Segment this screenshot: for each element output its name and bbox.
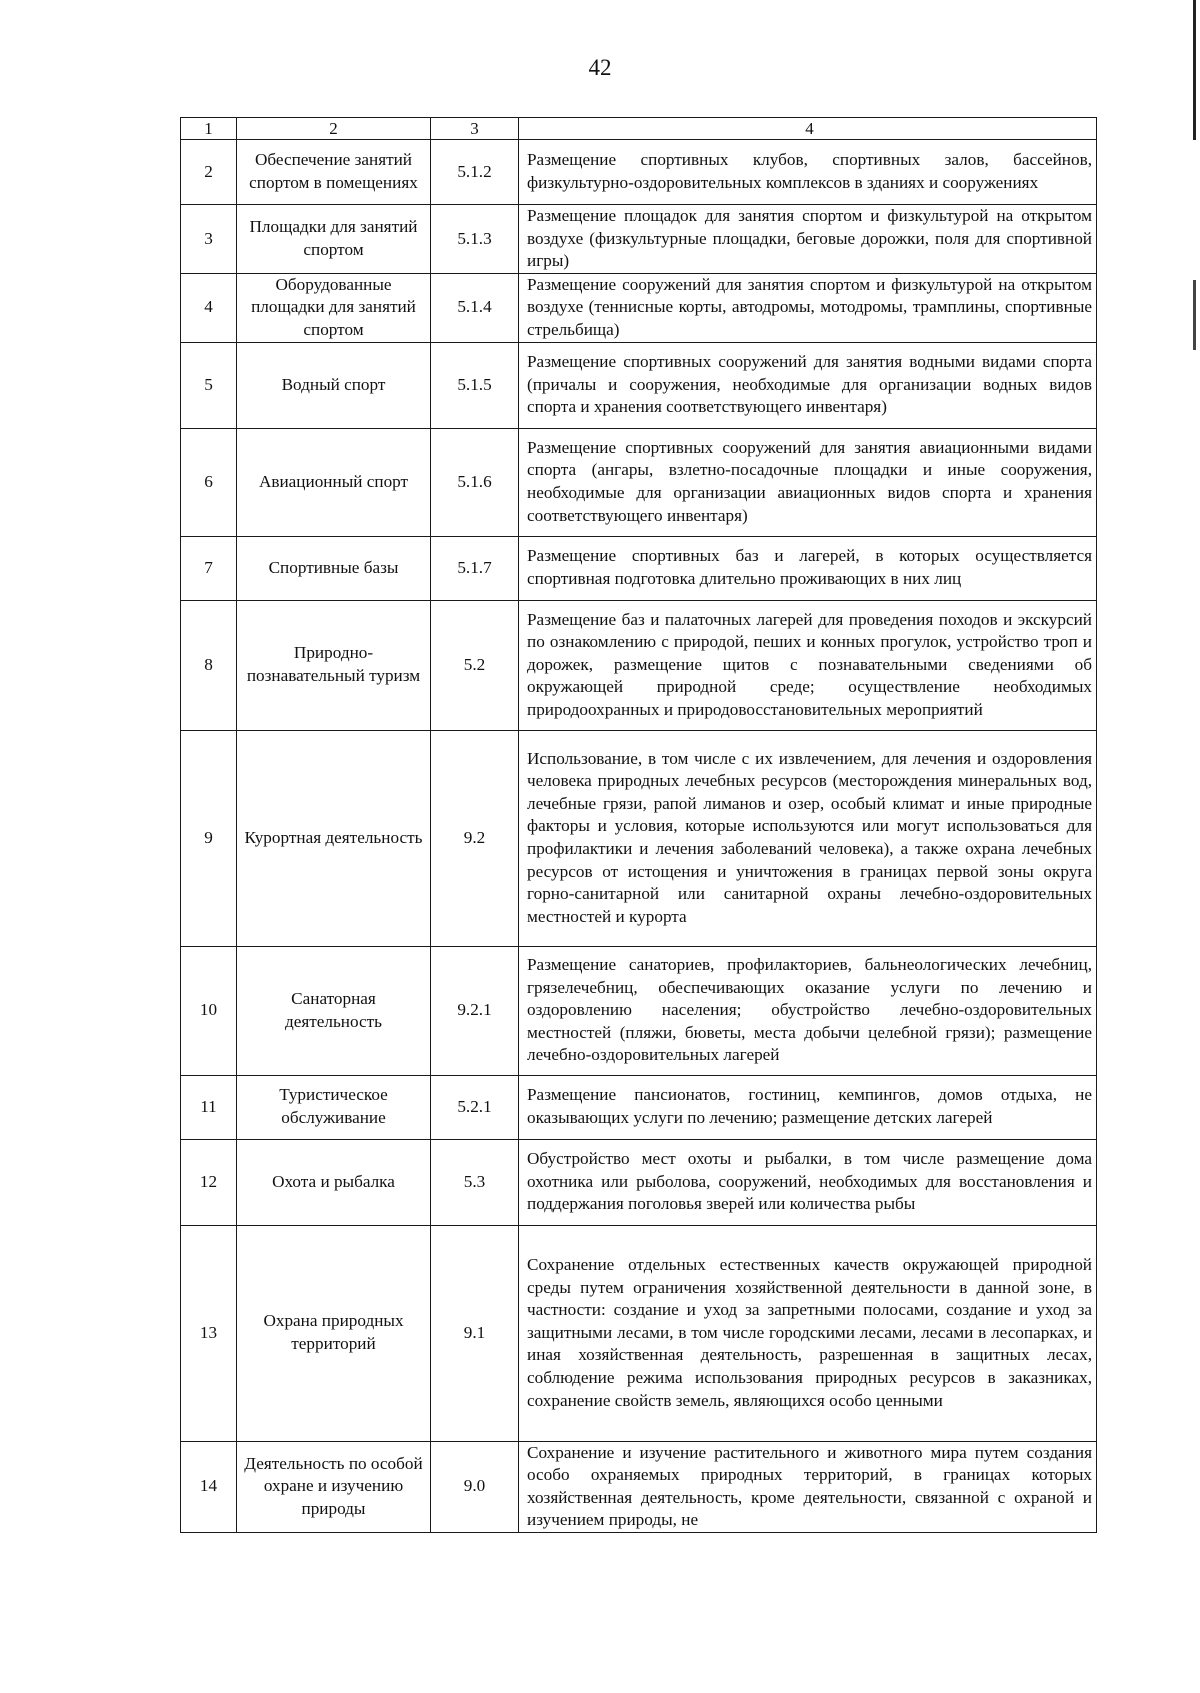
table-row [181,205,1097,274]
row-number: 8 [181,600,237,730]
row-number: 6 [181,428,237,536]
row-number: 14 [181,1441,237,1532]
header-cell-4: 4 [519,118,1097,140]
land-use-name: Охота и рыбалка [237,1139,431,1225]
land-use-description: Размещение сооружений для занятия спортом и физкультурой на открытом воздухе (теннисные корты, автодромы, мотодромы, трамплины, спортивные стрельбища) [519,273,1097,342]
land-use-name: Санаторная деятельность [237,946,431,1075]
table-row [181,342,1097,428]
table-row [181,600,1097,730]
land-use-description: Размещение площадок для занятия спортом и физкультурой на открытом воздухе (физкультурные площадки, беговые дорожки, поля для спортивной игры) [519,205,1097,274]
land-use-code: 5.1.4 [431,273,519,342]
row-number: 9 [181,730,237,946]
land-use-code: 9.2 [431,730,519,946]
row-number: 3 [181,205,237,274]
table-row [181,730,1097,946]
land-use-name: Охрана природных территорий [237,1225,431,1441]
land-use-code: 9.1 [431,1225,519,1441]
row-number: 5 [181,342,237,428]
row-number: 4 [181,273,237,342]
row-number: 10 [181,946,237,1075]
row-number: 13 [181,1225,237,1441]
land-use-name: Природно-познавательный туризм [237,600,431,730]
land-use-name: Туристическое обслуживание [237,1075,431,1139]
land-use-code: 5.1.3 [431,205,519,274]
table-row [181,1441,1097,1532]
land-use-code: 5.3 [431,1139,519,1225]
land-use-description: Размещение спортивных баз и лагерей, в которых осуществляется спортивная подготовка длительно проживающих в них лиц [519,536,1097,600]
table-row [181,536,1097,600]
row-number: 7 [181,536,237,600]
table-row [181,428,1097,536]
land-use-code: 5.2.1 [431,1075,519,1139]
land-use-table [180,117,1097,1533]
page-number: 42 [588,55,612,80]
land-use-name: Оборудованные площадки для занятий спортом [237,273,431,342]
header-cell-1: 1 [181,118,237,140]
land-use-code: 5.1.7 [431,536,519,600]
land-use-description: Размещение санаториев, профилакториев, бальнеологических лечебниц, грязелечебниц, обеспечивающих оказание услуги по лечению и оздоровлению населения; обустройство лечебно-оздоровительных местностей (пляжи, бюветы, места добычи целебной грязи); размещение лечебно-оздоровительных лагерей [519,946,1097,1075]
table-row [181,140,1097,205]
scan-edge-mark [1193,280,1196,350]
table-row [181,1225,1097,1441]
land-use-name: Курортная деятельность [237,730,431,946]
table-row [181,946,1097,1075]
land-use-name: Обеспечение занятий спортом в помещениях [237,140,431,205]
land-use-code: 5.1.5 [431,342,519,428]
land-use-description: Размещение пансионатов, гостиниц, кемпингов, домов отдыха, не оказывающих услуги по лечению; размещение детских лагерей [519,1075,1097,1139]
row-number: 11 [181,1075,237,1139]
land-use-name: Спортивные базы [237,536,431,600]
land-use-description: Использование, в том числе с их извлечением, для лечения и оздоровления человека природных лечебных ресурсов (месторождения минеральных вод, лечебные грязи, рапой лиманов и озер, особый климат и иные природные факторы и условия, которые используются или могут использоваться для профилактики и лечения заболеваний человека), а также охрана лечебных ресурсов от истощения и уничтожения в границах первой зоны округа горно-санитарной или санитарной охраны лечебно-оздоровительных местностей и курорта [519,730,1097,946]
land-use-code: 9.2.1 [431,946,519,1075]
land-use-description: Сохранение отдельных естественных качеств окружающей природной среды путем ограничения хозяйственной деятельности в данной зоне, в частности: создание и уход за запретными полосами, создание и уход за защитными лесами, в том числе городскими лесами, лесами в лесопарках, и иная хозяйственная деятельность, разрешенная в защитных лесах, соблюдение режима использования природных ресурсов в заказниках, сохранение свойств земель, являющихся особо ценными [519,1225,1097,1441]
land-use-code: 9.0 [431,1441,519,1532]
header-cell-2: 2 [237,118,431,140]
table-header-row [181,118,1097,140]
land-use-code: 5.2 [431,600,519,730]
land-use-description: Обустройство мест охоты и рыбалки, в том числе размещение дома охотника или рыболова, сооружений, необходимых для восстановления и поддержания поголовья зверей или количества рыбы [519,1139,1097,1225]
land-use-name: Площадки для занятий спортом [237,205,431,274]
row-number: 12 [181,1139,237,1225]
land-use-description: Размещение спортивных клубов, спортивных залов, бассейнов, физкультурно-оздоровительных комплексов в зданиях и сооружениях [519,140,1097,205]
header-cell-3: 3 [431,118,519,140]
land-use-name: Авиационный спорт [237,428,431,536]
land-use-code: 5.1.6 [431,428,519,536]
land-use-name: Деятельность по особой охране и изучению природы [237,1441,431,1532]
land-use-description: Размещение баз и палаточных лагерей для проведения походов и экскурсий по ознакомлению с природой, пеших и конных прогулок, устройство троп и дорожек, размещение щитов с познавательными сведениями об окружающей природной среде; осуществление необходимых природоохранных и природовосстановительных мероприятий [519,600,1097,730]
land-use-name: Водный спорт [237,342,431,428]
table-row [181,1075,1097,1139]
table-row [181,273,1097,342]
table-row [181,1139,1097,1225]
land-use-description: Размещение спортивных сооружений для занятия авиационными видами спорта (ангары, взлетно-посадочные площадки и иные сооружения, необходимые для организации авиационных видов спорта и хранения соответствующего инвентаря) [519,428,1097,536]
row-number: 2 [181,140,237,205]
land-use-code: 5.1.2 [431,140,519,205]
land-use-description: Размещение спортивных сооружений для занятия водными видами спорта (причалы и сооружения, необходимые для организации водных видов спорта и хранения соответствующего инвентаря) [519,342,1097,428]
land-use-description: Сохранение и изучение растительного и животного мира путем создания особо охраняемых природных территорий, в границах которых хозяйственная деятельность, кроме деятельности, связанной с охраной и изучением природы, не [519,1441,1097,1532]
